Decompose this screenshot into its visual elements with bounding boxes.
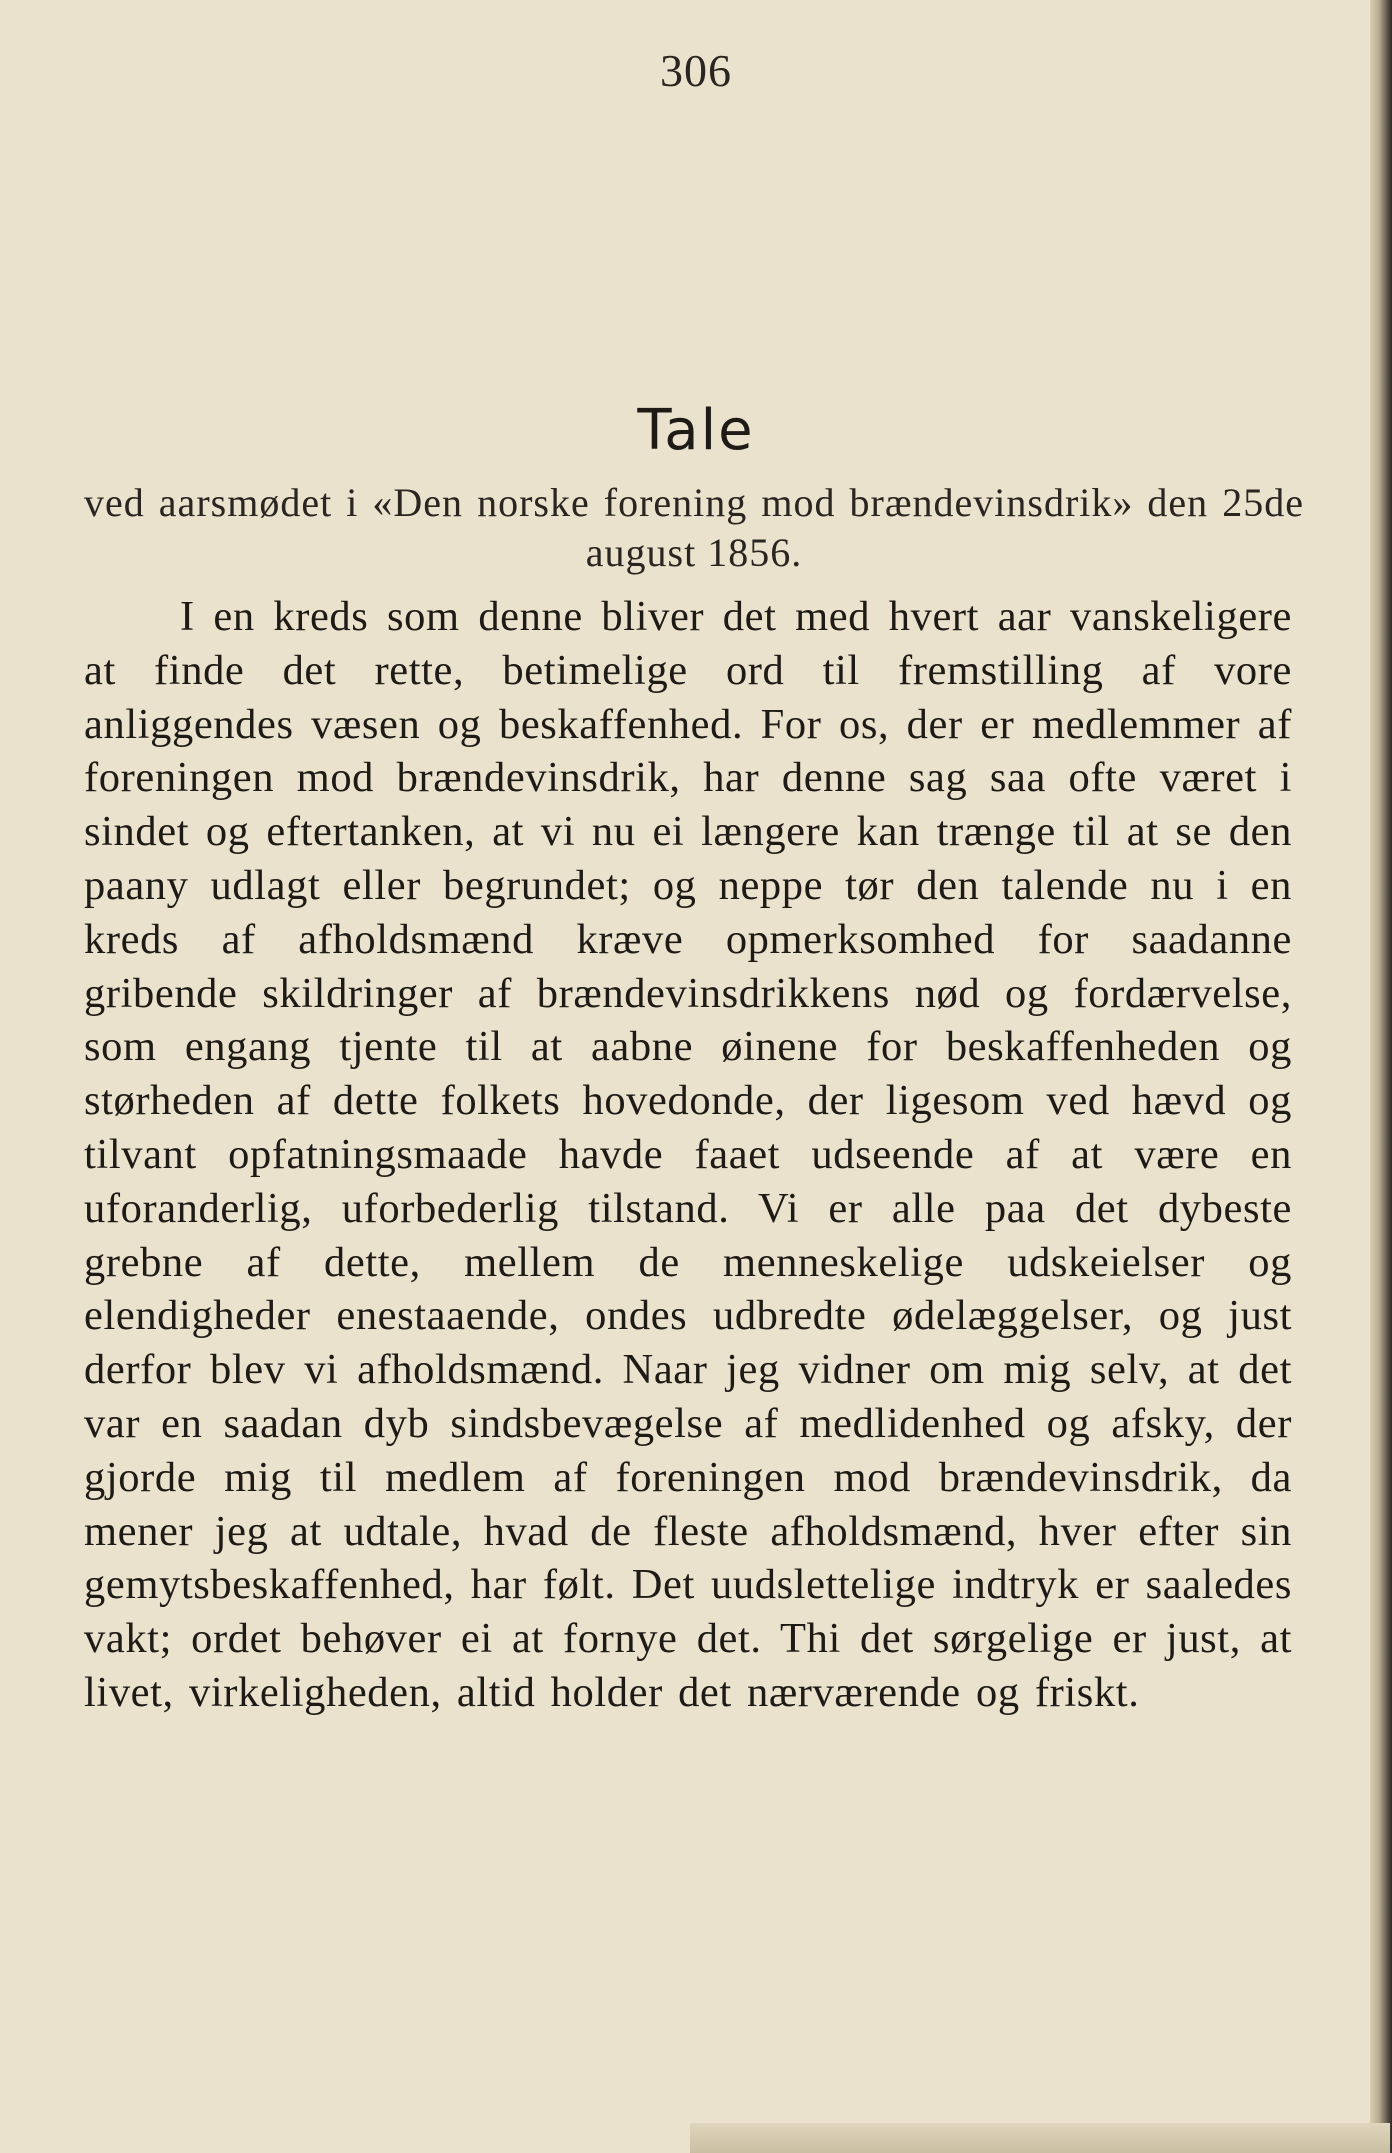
body-paragraph: I en kreds som denne bliver det med hvert aar vanskeligere at finde det rette, betimelige ord til fremstilling af vore anliggendes væsen og beskaffenhed. For os, der er medlemmer af foreningen mod brændevinsdrik, har denne sag saa ofte været i sindet og eftertanken, at vi nu ei længere kan trænge til at se den paany udlagt eller begrundet; og neppe tør den talende nu i en kreds af afholdsmænd kræve opmerksomhed for saadanne gribende skildringer af brændevinsdrikkens nød og fordærvelse, som engang tjente til at aabne øinene for beskaffenheden og størheden af dette folkets hovedonde, der ligesom ved hævd og tilvant opfatningsmaade havde faaet udseende af at være en uforanderlig, uforbederlig tilstand. Vi er alle paa det dybeste grebne af dette, mellem de menneskelige udskeielser og elendigheder enestaaende, ondes udbredte ødelæggelser, og just derfor blev vi afholdsmænd. Naar jeg vidner om mig selv, at det var en saadan dyb sindsbevægelse af medlidenhed og afsky, der gjorde mig til medlem af foreningen mod brændevinsdrik, da mener jeg at udtale, hvad de fleste afholdsmænd, hver efter sin gemytsbeskaffenhed, har følt. Det uudslettelige indtryk er saaledes vakt; ordet behøver ei at fornye det. Thi det sørgelige er just, at livet, virkeligheden, altid holder det nærværende og friskt. bbox=[84, 593, 1292, 1716]
page-title: Tale bbox=[637, 398, 755, 463]
page-edge-bottom bbox=[690, 2123, 1390, 2153]
page-subtitle: ved aarsmødet i «Den norske forening mod brændevinsdrik» den 25de august 1856. bbox=[84, 480, 1304, 575]
page-edge-right bbox=[1370, 0, 1392, 2153]
page-number: 306 bbox=[660, 45, 732, 96]
